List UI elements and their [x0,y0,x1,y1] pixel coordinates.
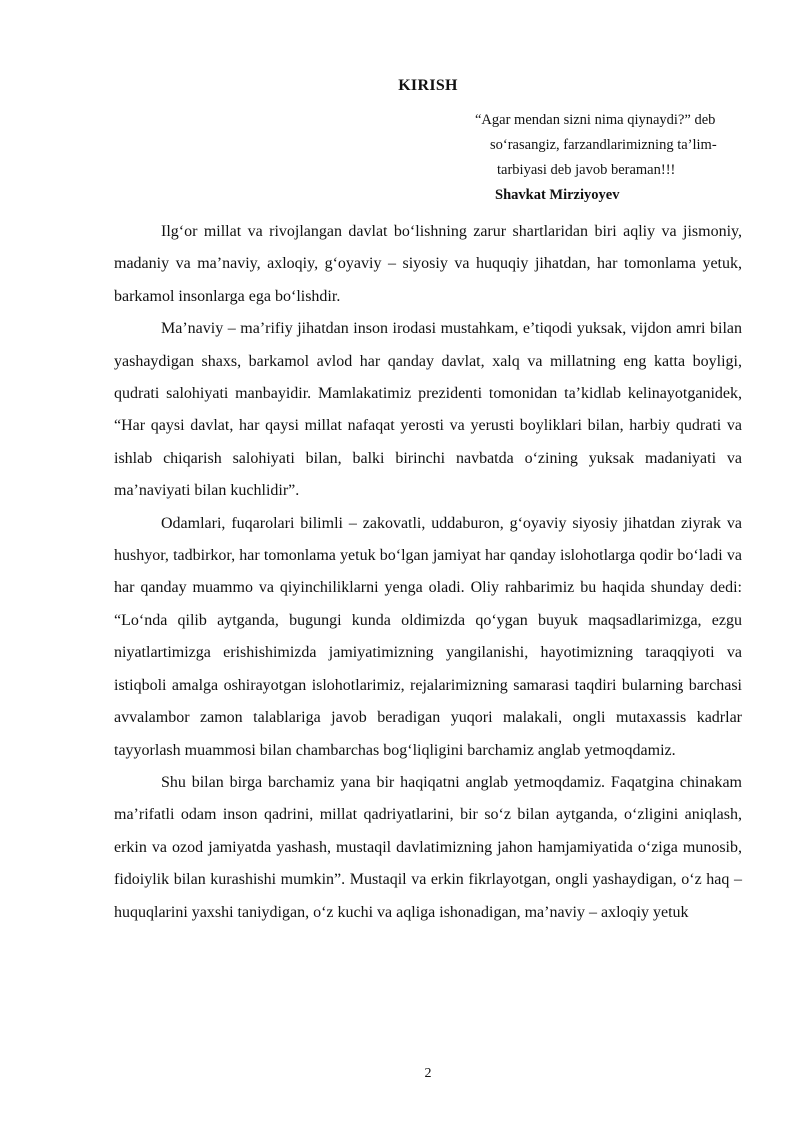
epigraph [470,108,760,208]
page-number: 2 [424,1066,432,1081]
page-title: KIRISH [398,77,458,94]
epigraph-author: Shavkat Mirziyoyev [495,187,620,203]
epigraph-line: “Agar mendan sizni nima qiynaydi?” deb [475,112,716,128]
paragraph: Ma’naviy – ma’rifiy jihatdan inson irodasi mustahkam, e’tiqodi yuksak, vijdon amri bilan yashaydigan shaxs, barkamol avlod har qanday davlat, xalq va millatning eng katta boyligi, qudrati salohiyati manbayidir. Mamlakatimiz prezidenti tomonidan ta’kidlab kelinayotganidek, “Har qaysi davlat, har qaysi millat nafaqat yerosti va yerusti boyliklari bilan, harbiy qudrati va ishlab chiqarish salohiyati bilan, balki birinchi navbatda o‘zining yuksak madaniyati va ma’naviyati bilan kuchlidir”. [114,320,742,500]
paragraph: Shu bilan birga barchamiz yana bir haqiqatni anglab yetmoqdamiz. Faqatgina chinakam ma’rifatli odam inson qadrini, millat qadriyatlarini, bir so‘z bilan aytganda, o‘zligini aniqlash, erkin va ozod jamiyatda yashash, mustaqil davlatimizning jahon hamjamiyatida o‘ziga munosib, fidoiylik bilan kurashishi mumkin”. Mustaqil va erkin fikrlayotgan, ongli yashaydigan, o‘z haq – huquqlarini yaxshi taniydigan, o‘z kuchi va aqliga ishonadigan, ma’naviy – axloqiy yetuk [114,773,742,921]
epigraph-line: tarbiyasi deb javob beraman!!! [497,162,676,178]
paragraph: Ilg‘or millat va rivojlangan davlat bo‘lishning zarur shartlaridan biri aqliy va jismoniy, madaniy va ma’naviy, axloqiy, g‘oyaviy – siyosiy va huquqiy jihatdan, har tomonlama yetuk, barkamol insonlarga ega bo‘lishdir. [114,223,742,305]
paragraph: Odamlari, fuqarolari bilimli – zakovatli, uddaburon, g‘oyaviy siyosiy jihatdan ziyrak va hushyor, tadbirkor, har tomonlama yetuk bo‘lgan jamiyat har qanday islohotlarga qodir bo‘ladi va har qanday muammo va qiyinchiliklarni yenga oladi. Oliy rahbarimiz bu haqida shunday dedi: “Lo‘nda qilib aytganda, bugungi kunda oldimizda qo‘ygan buyuk maqsadlarimizga, ezgu niyatlartimizga erishishimizda jamiyatimizning yangilanishi, hayotimizning taraqqiyoti va istiqboli amalga oshirayotgan islohotlarimiz, rejalarimizning samarasi taqdiri bularning barchasi avvalambor zamon talablariga javob beradigan yuqori malakali, ongli mutaxassis kadrlar tayyorlash muammosi bilan chambarchas bog‘liqligini barchamiz anglab yetmoqdamiz. [114,514,742,759]
epigraph-line: so‘rasangiz, farzandlarimizning ta’lim- [490,137,717,153]
body-text [114,216,742,929]
